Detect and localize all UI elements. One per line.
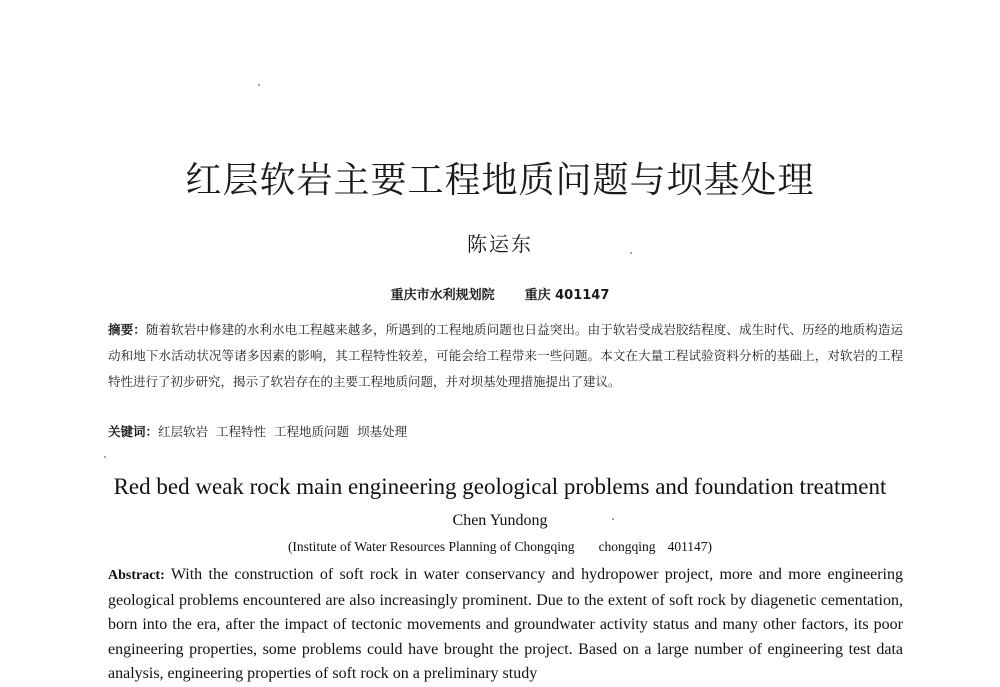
english-affiliation — [0, 539, 1000, 555]
chinese-keywords-label: 关键词： — [108, 424, 159, 439]
scan-speck — [258, 84, 260, 86]
chinese-affiliation — [0, 284, 1000, 303]
english-author: Chen Yundong — [452, 512, 548, 529]
chinese-keywords — [108, 422, 903, 442]
english-affiliation-institute: (Institute of Water Resources Planning of Chongqing — [287, 539, 575, 554]
scan-speck — [612, 518, 614, 520]
keyword: 工程地质问题 — [274, 424, 350, 439]
english-abstract-text: With the construction of soft rock in water conservancy and hydropower project, more and more engineering geological problems encountered are also increasingly prominent. Due to the extent of soft rock by diagenetic cementation, born into the era, after the impact of tectonic movements and groundwater activity status and many other factors, its poor engineering properties, some problems could have brought the project. Based on a large number of engineering test data analysis, engineering properties of soft rock on a preliminary study — [108, 566, 903, 682]
chinese-abstract-text: 随着软岩中修建的水利水电工程越来越多，所遇到的工程地质问题也日益突出。由于软岩受成岩胶结程度、成生时代、历经的地质构造运动和地下水活动状况等诸多因素的影响，其工程特性较差，可能会给工程带来一些问题。本文在大量工程试验资料分析的基础上，对软岩的工程特性进行了初步研究，揭示了软岩存在的主要工程地质问题，并对坝基处理措施提出了建议。 — [108, 322, 903, 389]
chinese-author: 陈运东 — [467, 232, 533, 256]
english-abstract-label: Abstract: — [108, 568, 165, 583]
english-affiliation-zip: 401147) — [667, 539, 713, 554]
chinese-affiliation-institute: 重庆市水利规划院 — [390, 288, 495, 303]
chinese-affiliation-city-zip: 重庆 401147 — [524, 288, 610, 303]
chinese-title: 红层软岩主要工程地质问题与坝基处理 — [185, 160, 815, 201]
scan-speck — [104, 456, 106, 458]
keyword: 红层软岩 — [158, 424, 209, 439]
scan-speck — [630, 252, 632, 254]
english-abstract — [108, 563, 903, 687]
chinese-abstract — [108, 317, 903, 395]
keyword: 坝基处理 — [357, 424, 408, 439]
english-title: Red bed weak rock main engineering geological problems and foundation treatment — [113, 474, 887, 499]
chinese-abstract-label: 摘要： — [108, 322, 146, 337]
english-affiliation-city: chongqing — [598, 539, 656, 554]
keyword: 工程特性 — [216, 424, 267, 439]
